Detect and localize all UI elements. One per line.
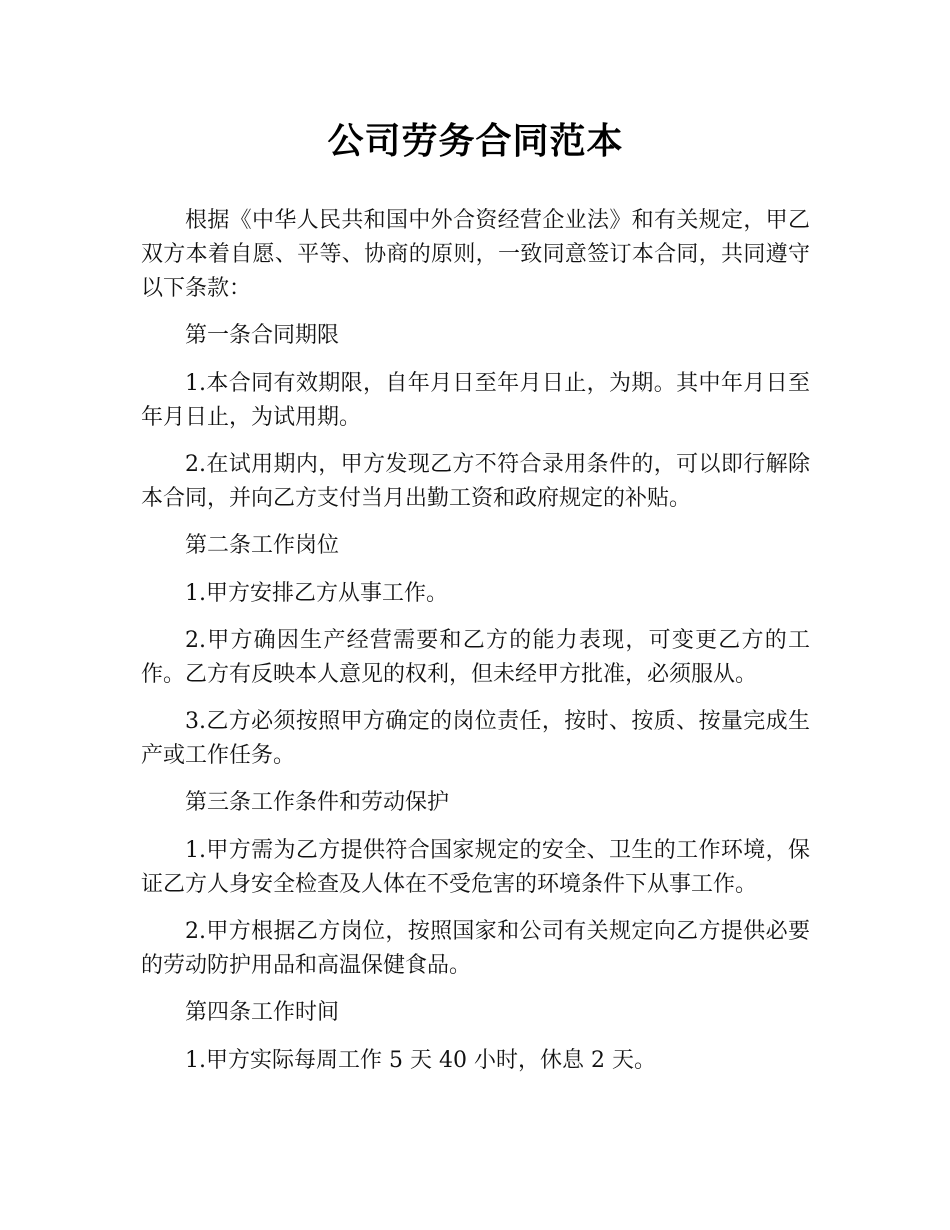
- article-2-heading: 第二条工作岗位: [185, 533, 340, 558]
- article-4-clause-1: 1.甲方实际每周工作 5 天 40 小时，休息 2 天。: [185, 1048, 656, 1073]
- article-2-clause-3: 3.乙方必须按照甲方确定的岗位责任，按时、按质、按量完成生产或工作任务。: [141, 709, 810, 768]
- article-1-clause-1: 1.本合同有效期限，自年月日至年月日止，为期。其中年月日至年月日止，为试用期。: [141, 371, 810, 430]
- article-3-heading: 第三条工作条件和劳动保护: [185, 790, 450, 815]
- document-title: 公司劳务合同范本: [327, 121, 624, 162]
- article-2-clause-2: 2.甲方确因生产经营需要和乙方的能力表现，可变更乙方的工作。乙方有反映本人意见的权利，但未经甲方批准，必须服从。: [141, 628, 810, 687]
- article-1-heading: 第一条合同期限: [185, 323, 340, 348]
- article-1-clause-2: 2.在试用期内，甲方发现乙方不符合录用条件的，可以即行解除本合同，并向乙方支付当月出勤工资和政府规定的补贴。: [141, 452, 810, 511]
- article-4-heading: 第四条工作时间: [185, 1000, 340, 1025]
- article-3-clause-1: 1.甲方需为乙方提供符合国家规定的安全、卫生的工作环境，保证乙方人身安全检查及人体在不受危害的环境条件下从事工作。: [141, 838, 810, 897]
- preamble-paragraph: 根据《中华人民共和国中外合资经营企业法》和有关规定，甲乙双方本着自愿、平等、协商的原则，一致同意签订本合同，共同遵守以下条款：: [141, 208, 810, 301]
- article-2-clause-1: 1.甲方安排乙方从事工作。: [185, 581, 448, 606]
- article-3-clause-2: 2.甲方根据乙方岗位，按照国家和公司有关规定向乙方提供必要的劳动防护用品和高温保健食品。: [141, 919, 810, 978]
